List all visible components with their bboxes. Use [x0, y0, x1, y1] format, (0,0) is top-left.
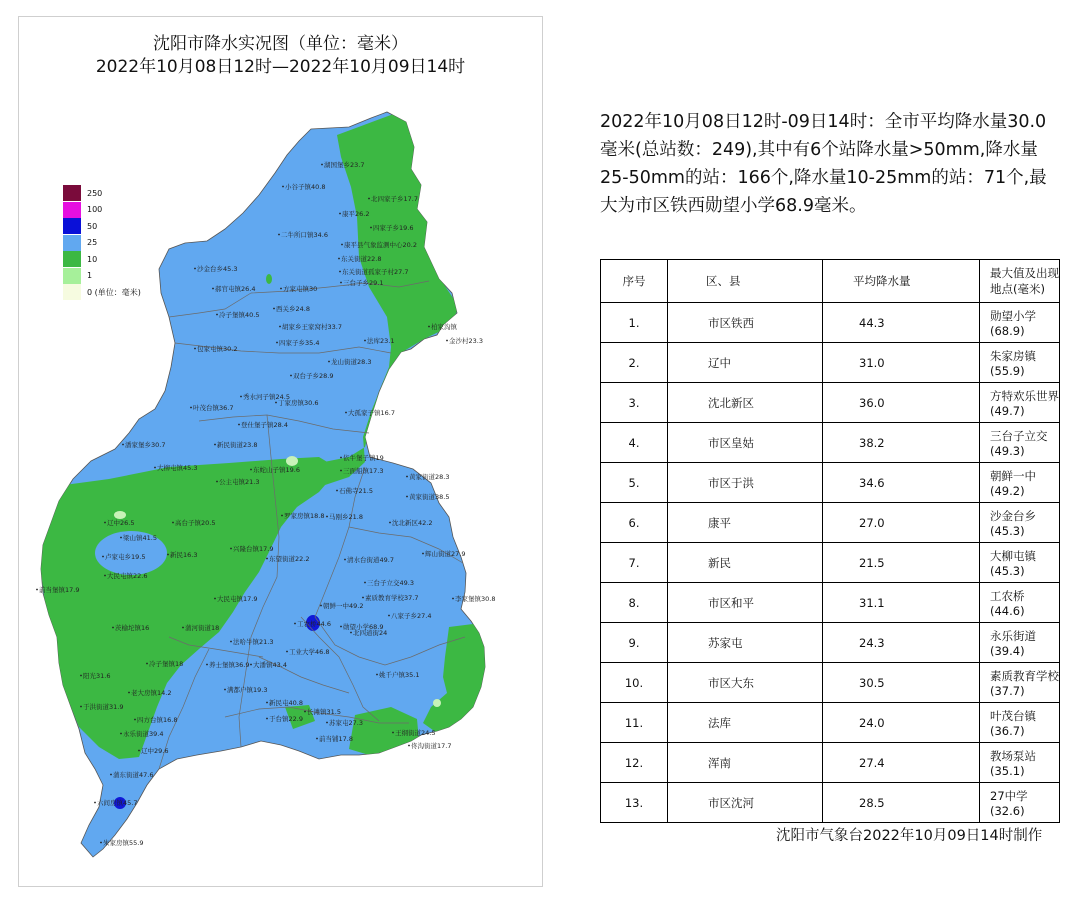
- station-dot: [238, 424, 240, 426]
- station-dot: [294, 623, 296, 625]
- row-max-location: 工农桥(44.6): [980, 583, 1060, 623]
- station-label: 二牛所口镇34.6: [281, 231, 328, 239]
- station-dot: [276, 342, 278, 344]
- station-dot: [316, 738, 318, 740]
- row-max-location: 朱家房镇(55.9): [980, 343, 1060, 383]
- station-label: 大潘镇43.4: [253, 661, 287, 669]
- station-label: 丁家房镇30.6: [278, 399, 319, 407]
- station-label: 姚千户镇35.1: [379, 671, 420, 679]
- station-label: 公主屯镇21.3: [219, 478, 260, 486]
- station-dot: [230, 641, 232, 643]
- table-row: [601, 463, 1060, 503]
- station-label: 方家屯镇30: [283, 285, 318, 293]
- row-index: 8.: [601, 583, 668, 623]
- station-label: 满都户镇19.3: [227, 686, 268, 694]
- row-average: 27.0: [823, 503, 980, 543]
- station-dot: [154, 467, 156, 469]
- station-label: 三面船镇17.3: [343, 467, 384, 475]
- station-label: 包家屯镇30.2: [197, 345, 238, 353]
- row-index: 12.: [601, 743, 668, 783]
- station-label: 依牛堡子镇19: [343, 454, 384, 462]
- station-dot: [428, 326, 430, 328]
- station-dot: [240, 396, 242, 398]
- station-label: 王纲街道24.5: [395, 729, 436, 737]
- station-label: 卢家屯乡19.5: [105, 553, 146, 561]
- row-max-location: 27中学(32.6): [980, 783, 1060, 823]
- station-label: 沈北新区42.2: [392, 519, 433, 527]
- table-row: [601, 703, 1060, 743]
- station-label: 辉山街道27.9: [425, 550, 466, 558]
- station-dot: [100, 842, 102, 844]
- station-label: 李家堡镇30.8: [455, 595, 496, 603]
- legend-swatch: [63, 202, 81, 218]
- station-label: 朱家房镇55.9: [103, 839, 144, 847]
- station-label: 叶茂台镇36.7: [193, 404, 234, 412]
- row-max-location: 朝鲜一中(49.2): [980, 463, 1060, 503]
- table-row: [601, 583, 1060, 623]
- row-max-location: 方特欢乐世界(49.7): [980, 383, 1060, 423]
- row-average: 36.0: [823, 383, 980, 423]
- station-dot: [341, 244, 343, 246]
- table-row: [601, 623, 1060, 663]
- station-dot: [408, 745, 410, 747]
- station-dot: [104, 522, 106, 524]
- row-district: 法库: [668, 703, 823, 743]
- row-index: 6.: [601, 503, 668, 543]
- precipitation-map-panel: [18, 16, 543, 887]
- legend-item: [63, 235, 141, 252]
- legend-label: 10: [87, 254, 98, 264]
- station-label: 六间房镇45.7: [97, 799, 138, 807]
- station-dot: [392, 732, 394, 734]
- row-max-location: 大柳屯镇(45.3): [980, 543, 1060, 583]
- station-label: 辽中26.5: [107, 519, 135, 527]
- station-label: 工农桥44.6: [297, 620, 331, 628]
- station-dot: [190, 407, 192, 409]
- row-max-location: 沙金台乡(45.3): [980, 503, 1060, 543]
- legend-item: [63, 251, 141, 268]
- station-label: 清水台街道49.7: [347, 556, 394, 564]
- station-dot: [104, 575, 106, 577]
- footer-credit: 沈阳市气象台2022年10月09日14时制作: [776, 828, 1043, 844]
- header-district: 区、县: [668, 260, 823, 303]
- row-index: 10.: [601, 663, 668, 703]
- legend-swatch: [63, 218, 81, 234]
- station-dot: [339, 271, 341, 273]
- row-district: 市区于洪: [668, 463, 823, 503]
- station-label: 老大房镇14.2: [131, 689, 172, 697]
- zone-1-10-spot-4: [266, 274, 272, 284]
- legend-swatch: [63, 235, 81, 251]
- station-dot: [281, 515, 283, 517]
- table-row: [601, 743, 1060, 783]
- station-label: 冷子堡镇18: [149, 660, 184, 668]
- zone-1-10-spot-2: [286, 456, 298, 466]
- row-index: 13.: [601, 783, 668, 823]
- station-dot: [336, 490, 338, 492]
- station-label: 柏家沟镇: [431, 323, 457, 331]
- station-dot: [102, 556, 104, 558]
- station-dot: [350, 632, 352, 634]
- table-row: [601, 423, 1060, 463]
- row-average: 31.0: [823, 343, 980, 383]
- row-district: 市区沈河: [668, 783, 823, 823]
- station-label: 佟沟街道17.7: [411, 742, 452, 750]
- legend-label: 0 (单位：毫米): [87, 287, 141, 297]
- row-average: 24.3: [823, 623, 980, 663]
- row-district: 浑南: [668, 743, 823, 783]
- station-dot: [368, 198, 370, 200]
- station-label: 于台镇22.9: [269, 715, 303, 723]
- station-dot: [216, 314, 218, 316]
- table-header-row: [601, 260, 1060, 303]
- station-dot: [344, 559, 346, 561]
- row-average: 27.4: [823, 743, 980, 783]
- station-label: 素质教育学校37.7: [365, 594, 419, 602]
- station-label: 湖国堡乡23.7: [324, 161, 365, 169]
- map-title: 沈阳市降水实况图（单位：毫米）: [153, 34, 408, 54]
- station-label: 四家子乡35.4: [279, 339, 320, 347]
- row-max-location: 勋望小学(68.9): [980, 303, 1060, 343]
- station-label: 西关乡24.8: [276, 305, 310, 313]
- row-district: 康平: [668, 503, 823, 543]
- station-label: 秀水河子镇24.5: [243, 393, 290, 401]
- row-average: 21.5: [823, 543, 980, 583]
- station-label: 八家子乡27.4: [391, 612, 432, 620]
- zone-1-10-spot-3: [433, 699, 441, 707]
- station-dot: [80, 675, 82, 677]
- station-dot: [278, 234, 280, 236]
- station-dot: [250, 469, 252, 471]
- legend-swatch: [63, 251, 81, 267]
- row-average: 34.6: [823, 463, 980, 503]
- station-label: 小谷子镇40.8: [285, 183, 326, 191]
- legend-item: [63, 185, 141, 202]
- header-max-location: 最大值及出现地点(毫米): [980, 260, 1060, 303]
- station-label: 新民16.3: [170, 551, 198, 559]
- station-dot: [94, 802, 96, 804]
- row-district: 辽中: [668, 343, 823, 383]
- station-dot: [340, 626, 342, 628]
- station-dot: [172, 522, 174, 524]
- station-dot: [280, 288, 282, 290]
- station-dot: [80, 706, 82, 708]
- station-label: 法库23.1: [367, 337, 395, 345]
- legend-label: 100: [87, 205, 103, 215]
- station-label: 罗家房镇18.8: [284, 512, 325, 520]
- station-dot: [134, 719, 136, 721]
- station-label: 梁山镇41.5: [123, 534, 157, 542]
- legend-label: 1: [87, 271, 93, 281]
- station-dot: [376, 674, 378, 676]
- row-index: 4.: [601, 423, 668, 463]
- station-label: 辽中29.6: [141, 747, 169, 755]
- table-row: [601, 663, 1060, 703]
- station-dot: [273, 308, 275, 310]
- station-dot: [110, 774, 112, 776]
- map-legend: [63, 185, 141, 301]
- station-dot: [364, 582, 366, 584]
- row-average: 44.3: [823, 303, 980, 343]
- table-row: [601, 783, 1060, 823]
- station-label: 大柳屯镇45.3: [157, 464, 198, 472]
- precipitation-summary: 2022年10月08日12时-09日14时：全市平均降水量30.0毫米(总站数：249),其中有6个站降水量>50mm,降水量25-50mm的站：166个,降水量10-25mm的站：71个,最大为市区铁西勋望小学68.9毫米。: [600, 112, 1047, 216]
- station-label: 于洪街道31.9: [83, 703, 124, 711]
- station-label: 大民屯镇17.9: [217, 595, 258, 603]
- station-label: 茨榆坨镇16: [115, 624, 150, 632]
- station-dot: [36, 589, 38, 591]
- row-index: 11.: [601, 703, 668, 743]
- legend-swatch: [63, 185, 81, 201]
- station-dot: [340, 470, 342, 472]
- legend-swatch: [63, 284, 81, 300]
- station-dot: [326, 516, 328, 518]
- row-average: 30.5: [823, 663, 980, 703]
- station-label: 养士堡镇36.9: [209, 661, 250, 669]
- row-max-location: 叶茂台镇(36.7): [980, 703, 1060, 743]
- station-label: 黄家街道28.3: [409, 473, 450, 481]
- table-row: [601, 383, 1060, 423]
- row-index: 5.: [601, 463, 668, 503]
- station-label: 北四道街24: [353, 629, 388, 637]
- station-label: 苏家屯27.3: [329, 719, 363, 727]
- station-dot: [120, 733, 122, 735]
- station-dot: [321, 164, 323, 166]
- legend-item: [63, 202, 141, 219]
- station-label: 马刚乡21.8: [329, 513, 363, 521]
- station-label: 兴隆台镇17.9: [233, 545, 274, 553]
- station-label: 康平26.2: [342, 210, 370, 218]
- row-district: 市区和平: [668, 583, 823, 623]
- station-label: 朝鲜一中49.2: [323, 602, 364, 610]
- table-row: [601, 343, 1060, 383]
- station-label: 永乐街道39.4: [123, 730, 164, 738]
- station-dot: [128, 692, 130, 694]
- station-label: 东蛇山子镇19.6: [253, 466, 300, 474]
- header-index: 序号: [601, 260, 668, 303]
- table-row: [601, 303, 1060, 343]
- station-dot: [212, 288, 214, 290]
- station-dot: [340, 457, 342, 459]
- station-dot: [339, 213, 341, 215]
- row-index: 1.: [601, 303, 668, 343]
- station-dot: [406, 496, 408, 498]
- station-dot: [214, 598, 216, 600]
- station-label: 登仕堡子镇28.4: [241, 421, 288, 429]
- map-subtitle: 2022年10月08日12时—2022年10月09日14时: [95, 57, 466, 77]
- row-district: 市区大东: [668, 663, 823, 703]
- station-dot: [326, 722, 328, 724]
- legend-item: [63, 268, 141, 285]
- station-dot: [279, 326, 281, 328]
- row-average: 28.5: [823, 783, 980, 823]
- station-dot: [406, 476, 408, 478]
- row-average: 38.2: [823, 423, 980, 463]
- station-label: 康平县气象监测中心20.2: [344, 241, 417, 249]
- station-label: 潘家堡乡30.7: [125, 441, 166, 449]
- station-label: 黄家街道38.5: [409, 493, 450, 501]
- row-index: 3.: [601, 383, 668, 423]
- station-dot: [138, 750, 140, 752]
- row-index: 7.: [601, 543, 668, 583]
- row-average: 31.1: [823, 583, 980, 623]
- legend-item: [63, 284, 141, 301]
- station-label: 蒲东街道47.6: [113, 771, 154, 779]
- table-row: [601, 543, 1060, 583]
- station-label: 阳光31.6: [83, 672, 111, 680]
- station-dot: [290, 375, 292, 377]
- station-label: 四家子乡19.6: [373, 224, 414, 232]
- station-label: 三台子立交49.3: [367, 579, 414, 587]
- station-label: 冷子堡镇40.5: [219, 311, 260, 319]
- station-dot: [389, 522, 391, 524]
- legend-label: 250: [87, 188, 103, 198]
- station-dot: [194, 268, 196, 270]
- legend-swatch: [63, 268, 81, 284]
- station-dot: [370, 227, 372, 229]
- station-label: 长滩镇31.5: [307, 708, 341, 716]
- station-dot: [304, 711, 306, 713]
- station-dot: [422, 553, 424, 555]
- station-label: 金沙村23.3: [449, 337, 483, 345]
- station-label: 大民屯镇22.6: [107, 572, 148, 580]
- station-label: 新民街道23.8: [217, 441, 258, 449]
- row-max-location: 永乐街道(39.4): [980, 623, 1060, 663]
- station-label: 石佛寺21.5: [339, 487, 373, 495]
- row-district: 市区皇姑: [668, 423, 823, 463]
- station-label: 四方台镇16.8: [137, 716, 178, 724]
- station-dot: [282, 186, 284, 188]
- station-dot: [388, 615, 390, 617]
- station-label: 三台子乡29.1: [343, 279, 384, 287]
- station-dot: [452, 598, 454, 600]
- station-dot: [194, 348, 196, 350]
- station-dot: [286, 651, 288, 653]
- station-label: 前当铺17.8: [319, 735, 353, 743]
- station-label: 前当堡镇17.9: [39, 586, 80, 594]
- station-label: 勋望小学68.9: [343, 623, 384, 631]
- row-average: 24.0: [823, 703, 980, 743]
- station-label: 胡家乡王家窝村33.7: [282, 323, 342, 331]
- zone-1-10-spot-1: [114, 511, 126, 519]
- station-label: 北四家子乡17.7: [371, 195, 418, 203]
- station-label: 沙金台乡45.3: [197, 265, 238, 273]
- row-index: 9.: [601, 623, 668, 663]
- station-dot: [338, 258, 340, 260]
- station-label: 东关街道22.8: [341, 255, 382, 263]
- station-dot: [122, 444, 124, 446]
- station-label: 大孤家子镇16.7: [348, 409, 395, 417]
- row-district: 苏家屯: [668, 623, 823, 663]
- station-label: 法哈牛镇21.3: [233, 638, 274, 646]
- row-district: 新民: [668, 543, 823, 583]
- station-dot: [120, 537, 122, 539]
- header-average: 平均降水量: [823, 260, 980, 303]
- station-dot: [345, 412, 347, 414]
- station-dot: [446, 340, 448, 342]
- station-dot: [340, 282, 342, 284]
- station-dot: [266, 718, 268, 720]
- station-dot: [224, 689, 226, 691]
- station-label: 蒲河街道18: [185, 624, 220, 632]
- station-dot: [364, 340, 366, 342]
- row-max-location: 素质教育学校(37.7): [980, 663, 1060, 703]
- row-max-location: 教场泵站(35.1): [980, 743, 1060, 783]
- station-label: 新民屯40.8: [269, 699, 303, 707]
- station-dot: [320, 605, 322, 607]
- station-dot: [206, 664, 208, 666]
- district-stats-table: [600, 259, 1060, 823]
- station-dot: [362, 597, 364, 599]
- station-dot: [216, 481, 218, 483]
- row-district: 市区铁西: [668, 303, 823, 343]
- station-label: 龙山街道28.3: [331, 358, 372, 366]
- station-dot: [266, 702, 268, 704]
- row-index: 2.: [601, 343, 668, 383]
- station-label: 高台子镇20.5: [175, 519, 216, 527]
- station-dot: [167, 554, 169, 556]
- station-label: 双台子乡28.9: [293, 372, 334, 380]
- station-dot: [182, 627, 184, 629]
- station-label: 东望街道22.2: [269, 555, 310, 563]
- station-label: 工业大学46.8: [289, 648, 330, 656]
- station-dot: [328, 361, 330, 363]
- station-dot: [275, 402, 277, 404]
- legend-item: [63, 218, 141, 235]
- station-label: 东关街道孤家子村27.7: [342, 268, 409, 276]
- table-row: [601, 503, 1060, 543]
- legend-label: 50: [87, 221, 98, 231]
- legend-label: 25: [87, 238, 98, 248]
- station-dot: [266, 558, 268, 560]
- station-dot: [214, 444, 216, 446]
- row-max-location: 三台子立交(49.3): [980, 423, 1060, 463]
- station-dot: [146, 663, 148, 665]
- station-dot: [230, 548, 232, 550]
- row-district: 沈北新区: [668, 383, 823, 423]
- station-label: 郝官屯镇26.4: [215, 285, 256, 293]
- station-dot: [250, 664, 252, 666]
- precipitation-map: [19, 17, 542, 886]
- station-dot: [112, 627, 114, 629]
